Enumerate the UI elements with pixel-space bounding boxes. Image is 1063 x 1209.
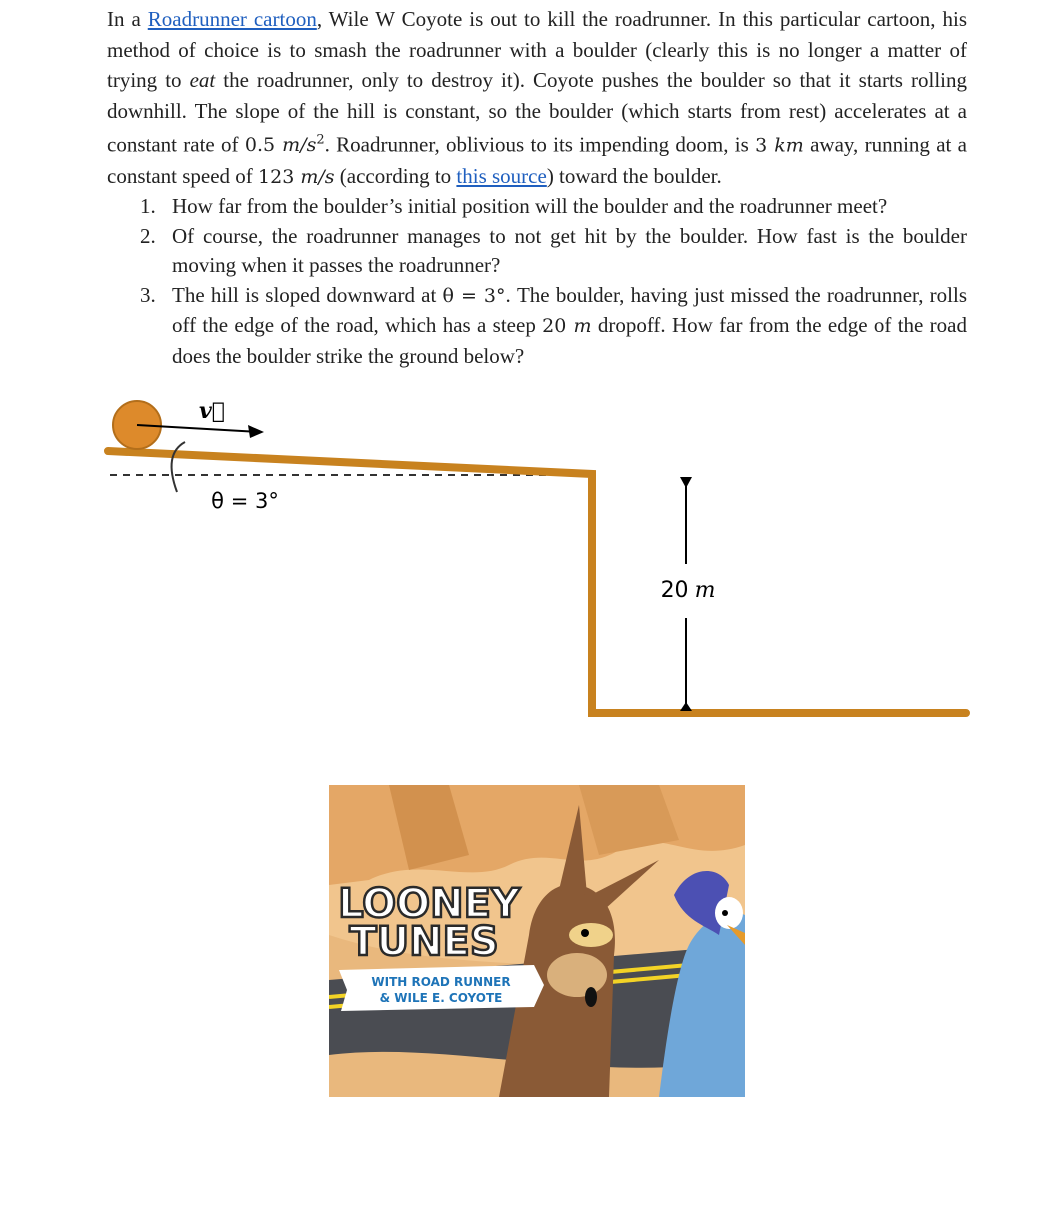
intro-text: (according to [334,163,457,188]
cartoon-artwork [329,785,745,1097]
banner-line-2: & WILE E. COYOTE [379,991,503,1005]
intro-text: . Roadrunner, oblivious to its impending doom, is [324,132,756,157]
angle-value: θ = 3° [442,284,506,307]
height-label: 20 m [660,578,716,603]
velocity-label: v⃗ [199,398,225,424]
question-list [107,192,967,371]
hill-diagram [100,392,980,727]
question-number: 1. [140,194,156,219]
banner-line-1: WITH ROAD RUNNER [371,975,511,989]
intro-paragraph [107,4,967,192]
roadrunner-cartoon-link[interactable]: Roadrunner cartoon [147,7,317,31]
height-arrowhead-top [680,477,692,488]
question-text: The hill is sloped downward at [172,282,443,307]
question-text: . The boulder, having just missed the roadrunner, rolls off the edge of the road, which has a steep [172,282,967,338]
problem-text [107,4,967,371]
emphasis-eat: eat [189,68,216,92]
question-number: 2. [140,223,156,248]
height-arrowhead-bottom [680,702,692,711]
question-text: dropoff. How far from the edge of the road does the boulder strike the ground below? [172,313,967,368]
question-item [107,192,967,222]
looney-tunes-image [329,785,745,1097]
acceleration-value: 0.5 $m/s^2$ [244,133,325,157]
this-source-link[interactable]: this source [456,163,547,188]
intro-text: away, running at a constant speed of [107,132,968,188]
drop-value: 20 m [542,315,592,338]
intro-text: the roadrunner, only to destroy it). Coyote pushes the boulder so that it starts rolling downhill. The slope of the hill is constant, so the boulder (which starts from rest) accelerates at a constant rate of [107,68,968,157]
question-text: Of course, the roadrunner manages to not get hit by the boulder. How fast is the boulder moving when it passes the roadrunner? [172,223,967,278]
question-item [107,281,967,372]
intro-text: , Wile W Coyote is out to kill the roadrunner. In this particular cartoon, his method of choice is to smash the roadrunner with a boulder (clearly this is no longer a matter of trying to [107,7,967,92]
question-number: 3. [140,282,156,307]
intro-text: ) toward the boulder. [546,163,722,188]
logo-line-2: TUNES [349,919,499,965]
velocity-arrowhead [248,425,264,438]
speed-value: 123 m/s [258,165,335,188]
question-item [107,222,967,281]
distance-value: 3 km [755,134,804,157]
angle-label: θ = 3° [211,489,279,513]
logo-line-1: LOONEY [338,881,520,927]
question-text: How far from the boulder’s initial position will the boulder and the roadrunner meet? [172,194,888,219]
intro-text: In a [107,7,148,31]
angle-arc [172,442,185,492]
